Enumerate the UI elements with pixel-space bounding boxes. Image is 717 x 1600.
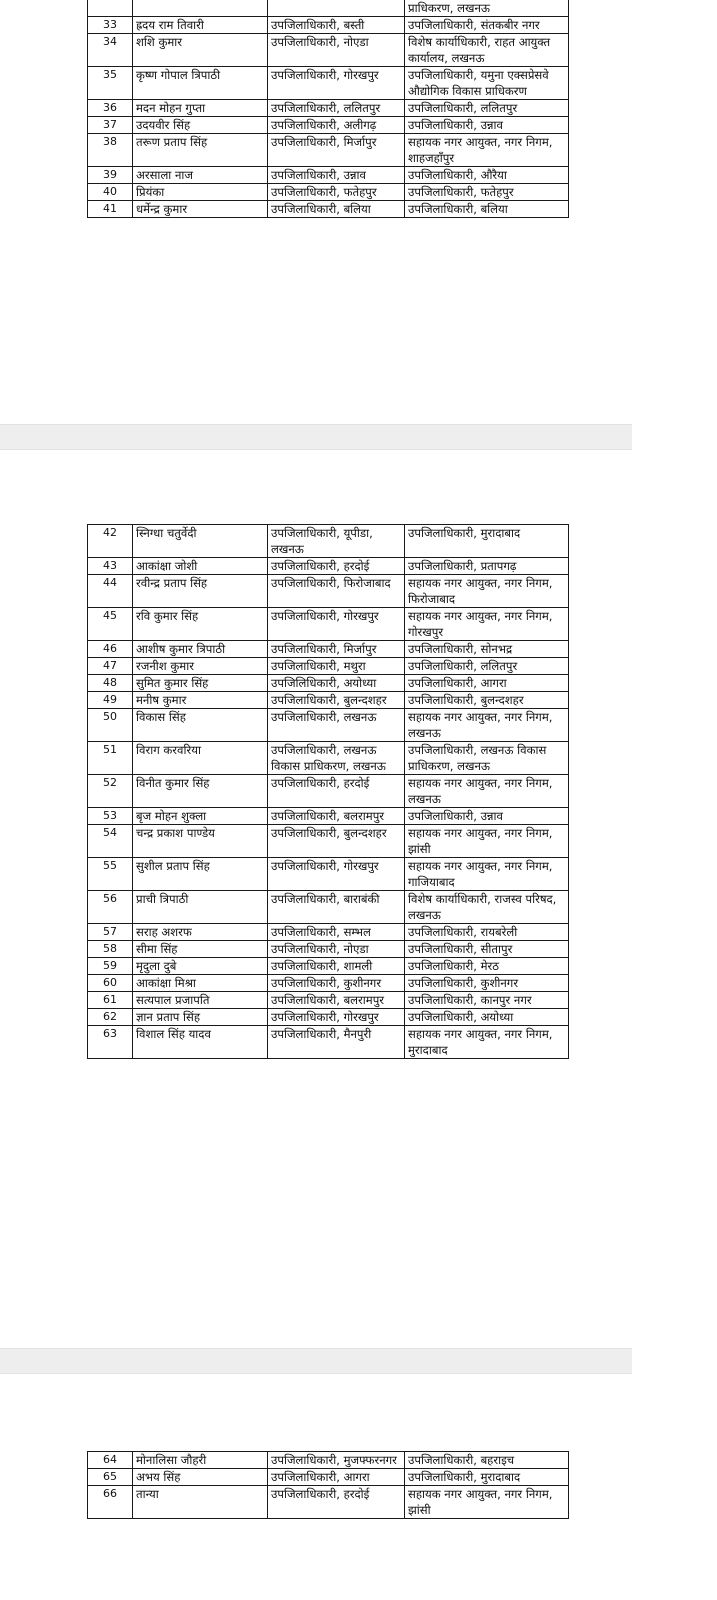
- table-row: [88, 117, 569, 134]
- table-row: [88, 692, 569, 709]
- current-posting-cell: उपजिलाधिकारी, मुजफ्फरनगर: [268, 1452, 405, 1469]
- current-posting-cell: उपजिलाधिकारी, बस्ती: [268, 17, 405, 34]
- table-row: [88, 0, 569, 17]
- new-posting-cell: उपजिलाधिकारी, उन्नाव: [405, 808, 569, 825]
- current-posting-cell: उपजिलाधिकारी, हरदोई: [268, 558, 405, 575]
- transfer-table: [87, 524, 569, 1059]
- current-posting-cell: उपजिलाधिकारी, यूपीडा, लखनऊ: [268, 525, 405, 558]
- new-posting-cell: उपजिलाधिकारी, आगरा: [405, 675, 569, 692]
- serial-number-cell: 52: [88, 775, 133, 808]
- new-posting-cell: सहायक नगर आयुक्त, नगर निगम, झांसी: [405, 1486, 569, 1519]
- serial-number-cell: 43: [88, 558, 133, 575]
- transfer-table: [87, 0, 569, 218]
- new-posting-cell: उपजिलाधिकारी, लखनऊ विकास प्राधिकरण, लखनऊ: [405, 742, 569, 775]
- table-row: [88, 558, 569, 575]
- new-posting-cell: उपजिलाधिकारी, ललितपुर: [405, 100, 569, 117]
- table-row: [88, 17, 569, 34]
- new-posting-cell: उपजिलाधिकारी, मुरादाबाद: [405, 1469, 569, 1486]
- officer-name-cell: मदन मोहन गुप्ता: [133, 100, 268, 117]
- new-posting-cell: सहायक नगर आयुक्त, नगर निगम, मुरादाबाद: [405, 1026, 569, 1059]
- current-posting-cell: उपजिलाधिकारी, मिर्जापुर: [268, 641, 405, 658]
- serial-number-cell: 46: [88, 641, 133, 658]
- new-posting-cell: उपजिलाधिकारी, बहराइच: [405, 1452, 569, 1469]
- page-gap: [0, 424, 632, 450]
- table-row: [88, 675, 569, 692]
- officer-name-cell: सुमित कुमार सिंह: [133, 675, 268, 692]
- document-page-1: [0, 0, 717, 424]
- new-posting-cell: उपजिलाधिकारी, यमुना एक्सप्रेसवे औद्योगिक विकास प्राधिकरण: [405, 67, 569, 100]
- serial-number-cell: 57: [88, 924, 133, 941]
- table-row: [88, 641, 569, 658]
- table-row: [88, 575, 569, 608]
- officer-name-cell: मृदुला दुबे: [133, 958, 268, 975]
- table-row: [88, 184, 569, 201]
- new-posting-cell: उपजिलाधिकारी, मेरठ: [405, 958, 569, 975]
- officer-name-cell: रवीन्द्र प्रताप सिंह: [133, 575, 268, 608]
- current-posting-cell: उपजिलिधिकारी, अयोध्या: [268, 675, 405, 692]
- officer-name-cell: सराह अशरफ: [133, 924, 268, 941]
- officer-name-cell: धर्मेन्द्र कुमार: [133, 201, 268, 218]
- new-posting-cell: उपजिलाधिकारी, बुलन्दशहर: [405, 692, 569, 709]
- officer-name-cell: प्रियंका: [133, 184, 268, 201]
- table-row: [88, 1009, 569, 1026]
- serial-number-cell: 65: [88, 1469, 133, 1486]
- officer-name-cell: ज्ञान प्रताप सिंह: [133, 1009, 268, 1026]
- current-posting-cell: उपजिलाधिकारी, आगरा: [268, 1469, 405, 1486]
- table-row: [88, 1452, 569, 1469]
- table-row: [88, 742, 569, 775]
- serial-number-cell: 40: [88, 184, 133, 201]
- officer-name-cell: शशि कुमार: [133, 34, 268, 67]
- table-row: [88, 941, 569, 958]
- serial-number-cell: 64: [88, 1452, 133, 1469]
- serial-number-cell: 47: [88, 658, 133, 675]
- current-posting-cell: उपजिलाधिकारी, बलरामपुर: [268, 808, 405, 825]
- new-posting-cell: प्राधिकरण, लखनऊ: [405, 0, 569, 17]
- current-posting-cell: उपजिलाधिकारी, मैनपुरी: [268, 1026, 405, 1059]
- officer-name-cell: विराग करवरिया: [133, 742, 268, 775]
- current-posting-cell: उपजिलाधिकारी, फतेहपुर: [268, 184, 405, 201]
- officer-name-cell: रजनीश कुमार: [133, 658, 268, 675]
- table-row: [88, 1026, 569, 1059]
- table-row: [88, 100, 569, 117]
- current-posting-cell: उपजिलाधिकारी, लखनऊ: [268, 709, 405, 742]
- current-posting-cell: उपजिलाधिकारी, बलरामपुर: [268, 992, 405, 1009]
- current-posting-cell: उपजिलाधिकारी, सम्भल: [268, 924, 405, 941]
- officer-name-cell: आशीष कुमार त्रिपाठी: [133, 641, 268, 658]
- current-posting-cell: उपजिलाधिकारी, गोरखपुर: [268, 858, 405, 891]
- table-row: [88, 658, 569, 675]
- current-posting-cell: उपजिलाधिकारी, मथुरा: [268, 658, 405, 675]
- current-posting-cell: उपजिलाधिकारी, बुलन्दशहर: [268, 825, 405, 858]
- serial-number-cell: 35: [88, 67, 133, 100]
- serial-number-cell: 55: [88, 858, 133, 891]
- officer-name-cell: [133, 0, 268, 17]
- officer-name-cell: तान्या: [133, 1486, 268, 1519]
- officer-name-cell: आकांक्षा मिश्रा: [133, 975, 268, 992]
- table-row: [88, 825, 569, 858]
- serial-number-cell: 53: [88, 808, 133, 825]
- serial-number-cell: 50: [88, 709, 133, 742]
- serial-number-cell: 56: [88, 891, 133, 924]
- page-gap: [0, 1348, 632, 1374]
- new-posting-cell: उपजिलाधिकारी, उन्नाव: [405, 117, 569, 134]
- serial-number-cell: 62: [88, 1009, 133, 1026]
- serial-number-cell: 49: [88, 692, 133, 709]
- new-posting-cell: विशेष कार्याधिकारी, राहत आयुक्त कार्यालय, लखनऊ: [405, 34, 569, 67]
- current-posting-cell: उपजिलाधिकारी, बाराबंकी: [268, 891, 405, 924]
- serial-number-cell: 60: [88, 975, 133, 992]
- table-row: [88, 775, 569, 808]
- officer-name-cell: अरसाला नाज: [133, 167, 268, 184]
- new-posting-cell: सहायक नगर आयुक्त, नगर निगम, शाहजहाँपुर: [405, 134, 569, 167]
- current-posting-cell: उपजिलाधिकारी, उन्नाव: [268, 167, 405, 184]
- current-posting-cell: उपजिलाधिकारी, नोएडा: [268, 941, 405, 958]
- table-row: [88, 201, 569, 218]
- new-posting-cell: उपजिलाधिकारी, औरैया: [405, 167, 569, 184]
- new-posting-cell: सहायक नगर आयुक्त, नगर निगम, लखनऊ: [405, 709, 569, 742]
- table-row: [88, 709, 569, 742]
- new-posting-cell: उपजिलाधिकारी, ललितपुर: [405, 658, 569, 675]
- officer-name-cell: प्राची त्रिपाठी: [133, 891, 268, 924]
- table-row: [88, 975, 569, 992]
- table-row: [88, 1486, 569, 1519]
- current-posting-cell: उपजिलाधिकारी, गोरखपुर: [268, 1009, 405, 1026]
- officer-name-cell: विनीत कुमार सिंह: [133, 775, 268, 808]
- table-row: [88, 1469, 569, 1486]
- serial-number-cell: 34: [88, 34, 133, 67]
- new-posting-cell: उपजिलाधिकारी, कुशीनगर: [405, 975, 569, 992]
- officer-name-cell: विकास सिंह: [133, 709, 268, 742]
- new-posting-cell: सहायक नगर आयुक्त, नगर निगम, गाजियाबाद: [405, 858, 569, 891]
- table-row: [88, 891, 569, 924]
- new-posting-cell: उपजिलाधिकारी, अयोध्या: [405, 1009, 569, 1026]
- officer-name-cell: रवि कुमार सिंह: [133, 608, 268, 641]
- new-posting-cell: उपजिलाधिकारी, फतेहपुर: [405, 184, 569, 201]
- document-page-3: [0, 1374, 717, 1600]
- serial-number-cell: 37: [88, 117, 133, 134]
- current-posting-cell: उपजिलाधिकारी, शामली: [268, 958, 405, 975]
- serial-number-cell: 41: [88, 201, 133, 218]
- table-row: [88, 992, 569, 1009]
- serial-number-cell: 59: [88, 958, 133, 975]
- officer-name-cell: बृज मोहन शुक्ला: [133, 808, 268, 825]
- new-posting-cell: उपजिलाधिकारी, सोनभद्र: [405, 641, 569, 658]
- serial-number-cell: 36: [88, 100, 133, 117]
- officer-name-cell: स्निग्धा चतुर्वेदी: [133, 525, 268, 558]
- new-posting-cell: सहायक नगर आयुक्त, नगर निगम, गोरखपुर: [405, 608, 569, 641]
- table-row: [88, 808, 569, 825]
- current-posting-cell: उपजिलाधिकारी, लखनऊ विकास प्राधिकरण, लखनऊ: [268, 742, 405, 775]
- new-posting-cell: उपजिलाधिकारी, संतकबीर नगर: [405, 17, 569, 34]
- current-posting-cell: उपजिलाधिकारी, मिर्जापुर: [268, 134, 405, 167]
- current-posting-cell: उपजिलाधिकारी, गोरखपुर: [268, 608, 405, 641]
- officer-name-cell: मोनालिसा जौहरी: [133, 1452, 268, 1469]
- current-posting-cell: उपजिलाधिकारी, ललितपुर: [268, 100, 405, 117]
- table-row: [88, 67, 569, 100]
- officer-name-cell: कृष्ण गोपाल त्रिपाठी: [133, 67, 268, 100]
- table-row: [88, 525, 569, 558]
- serial-number-cell: 45: [88, 608, 133, 641]
- new-posting-cell: सहायक नगर आयुक्त, नगर निगम, लखनऊ: [405, 775, 569, 808]
- table-row: [88, 958, 569, 975]
- new-posting-cell: सहायक नगर आयुक्त, नगर निगम, झांसी: [405, 825, 569, 858]
- table-row: [88, 608, 569, 641]
- serial-number-cell: 33: [88, 17, 133, 34]
- serial-number-cell: 38: [88, 134, 133, 167]
- officer-name-cell: सत्यपाल प्रजापति: [133, 992, 268, 1009]
- current-posting-cell: उपजिलाधिकारी, अलीगढ़: [268, 117, 405, 134]
- officer-name-cell: ह्रदय राम तिवारी: [133, 17, 268, 34]
- officer-name-cell: तरूण प्रताप सिंह: [133, 134, 268, 167]
- table-row: [88, 134, 569, 167]
- new-posting-cell: उपजिलाधिकारी, प्रतापगढ़: [405, 558, 569, 575]
- current-posting-cell: उपजिलाधिकारी, कुशीनगर: [268, 975, 405, 992]
- serial-number-cell: 58: [88, 941, 133, 958]
- serial-number-cell: 66: [88, 1486, 133, 1519]
- officer-name-cell: उदयवीर सिंह: [133, 117, 268, 134]
- transfer-table: [87, 1451, 569, 1519]
- table-row: [88, 34, 569, 67]
- serial-number-cell: 63: [88, 1026, 133, 1059]
- officer-name-cell: अभय सिंह: [133, 1469, 268, 1486]
- current-posting-cell: उपजिलाधिकारी, हरदोई: [268, 775, 405, 808]
- new-posting-cell: उपजिलाधिकारी, सीतापुर: [405, 941, 569, 958]
- new-posting-cell: उपजिलाधिकारी, मुरादाबाद: [405, 525, 569, 558]
- new-posting-cell: उपजिलाधिकारी, कानपुर नगर: [405, 992, 569, 1009]
- table-row: [88, 167, 569, 184]
- current-posting-cell: [268, 0, 405, 17]
- new-posting-cell: उपजिलाधिकारी, रायबरेली: [405, 924, 569, 941]
- current-posting-cell: उपजिलाधिकारी, बुलन्दशहर: [268, 692, 405, 709]
- serial-number-cell: 51: [88, 742, 133, 775]
- serial-number-cell: [88, 0, 133, 17]
- new-posting-cell: विशेष कार्याधिकारी, राजस्व परिषद, लखनऊ: [405, 891, 569, 924]
- serial-number-cell: 39: [88, 167, 133, 184]
- table-row: [88, 924, 569, 941]
- new-posting-cell: उपजिलाधिकारी, बलिया: [405, 201, 569, 218]
- officer-name-cell: विशाल सिंह यादव: [133, 1026, 268, 1059]
- officer-name-cell: आकांक्षा जोशी: [133, 558, 268, 575]
- table-row: [88, 858, 569, 891]
- officer-name-cell: मनीष कुमार: [133, 692, 268, 709]
- serial-number-cell: 42: [88, 525, 133, 558]
- current-posting-cell: उपजिलाधिकारी, हरदोई: [268, 1486, 405, 1519]
- officer-name-cell: चन्द्र प्रकाश पाण्डेय: [133, 825, 268, 858]
- new-posting-cell: सहायक नगर आयुक्त, नगर निगम, फिरोजाबाद: [405, 575, 569, 608]
- current-posting-cell: उपजिलाधिकारी, नोएडा: [268, 34, 405, 67]
- serial-number-cell: 48: [88, 675, 133, 692]
- officer-name-cell: सुशील प्रताप सिंह: [133, 858, 268, 891]
- current-posting-cell: उपजिलाधिकारी, बलिया: [268, 201, 405, 218]
- current-posting-cell: उपजिलाधिकारी, फिरोजाबाद: [268, 575, 405, 608]
- serial-number-cell: 61: [88, 992, 133, 1009]
- officer-name-cell: सीमा सिंह: [133, 941, 268, 958]
- current-posting-cell: उपजिलाधिकारी, गोरखपुर: [268, 67, 405, 100]
- serial-number-cell: 54: [88, 825, 133, 858]
- serial-number-cell: 44: [88, 575, 133, 608]
